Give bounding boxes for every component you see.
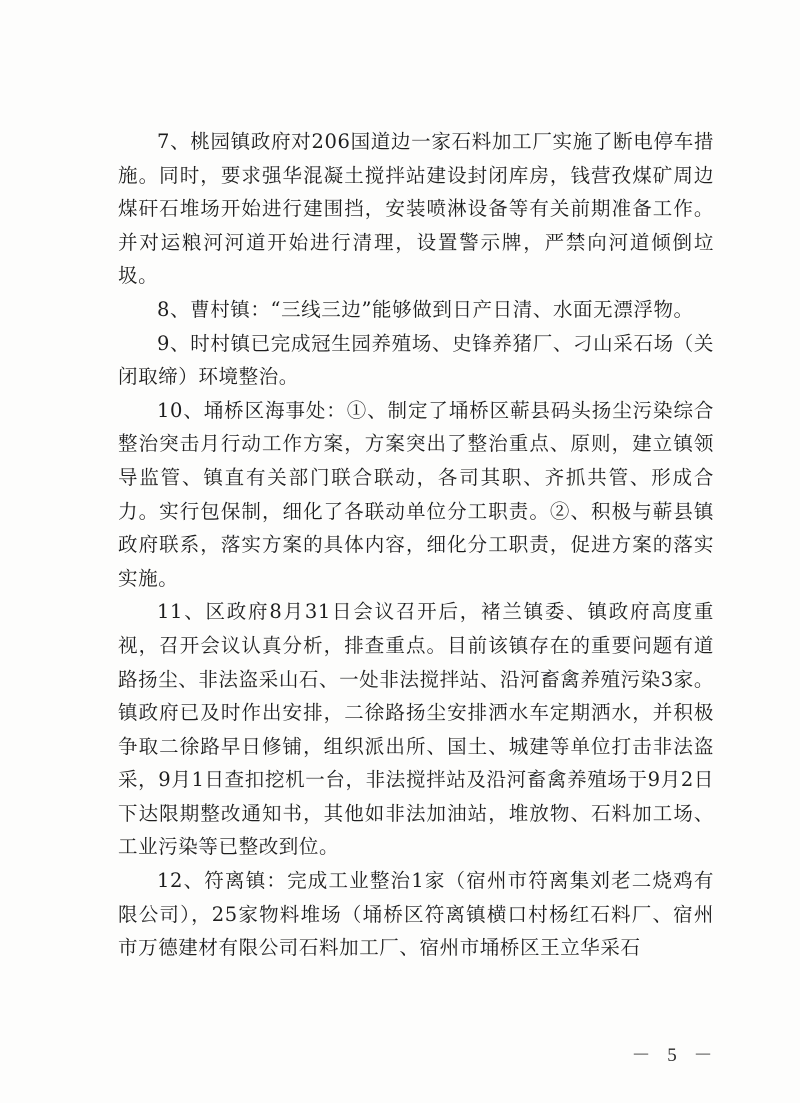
paragraph-item-9: 9、时村镇已完成冠生园养殖场、史锋养猪厂、刁山采石场（关闭取缔）环境整治。 [118, 331, 714, 389]
page-number: － 5 － [631, 1045, 719, 1066]
document-body [118, 125, 714, 965]
paragraph-item-7: 7、桃园镇政府对206国道边一家石料加工厂实施了断电停车措施。同时，要求强华混凝土搅拌站建设封闭库房，钱营孜煤矿周边煤矸石堆场开始进行建围挡，安装喷淋设备等有关前期准备工作。并对运粮河河道开始进行清理，设置警示牌，严禁向河道倾倒垃圾。 [118, 130, 714, 288]
paragraph-item-12: 12、符离镇：完成工业整治1家（宿州市符离集刘老二烧鸡有限公司），25家物料堆场（埇桥区符离镇横口村杨红石料厂、宿州市万德建材有限公司石料加工厂、宿州市埇桥区王立华采石 [118, 869, 714, 960]
paragraph-item-8: 8、曹村镇：“三线三边”能够做到日产日清、水面无漂浮物。 [157, 297, 694, 321]
paragraph-item-11: 11、区政府8月31日会议召开后，褚兰镇委、镇政府高度重视，召开会议认真分析，排查重点。目前该镇存在的重要问题有道路扬尘、非法盗采山石、一处非法搅拌站、沿河畜禽养殖污染3家。镇政府已及时作出安排，二徐路扬尘安排洒水车定期洒水，并积极争取二徐路早日修铺，组织派出所、国土、城建等单位打击非法盗采，9月1日查扣挖机一台，非法搅拌站及沿河畜禽养殖场于9月2日下达限期整改通知书，其他如非法加油站，堆放物、石料加工场、工业污染等已整改到位。 [118, 600, 714, 859]
paragraph-item-10: 10、埇桥区海事处：①、制定了埇桥区蕲县码头扬尘污染综合整治突击月行动工作方案，方案突出了整治重点、原则，建立镇领导监管、镇直有关部门联合联动，各司其职、齐抓共管、形成合力。实行包保制，细化了各联动单位分工职责。②、积极与蕲县镇政府联系，落实方案的具体内容，细化分工职责，促进方案的落实实施。 [118, 398, 714, 590]
